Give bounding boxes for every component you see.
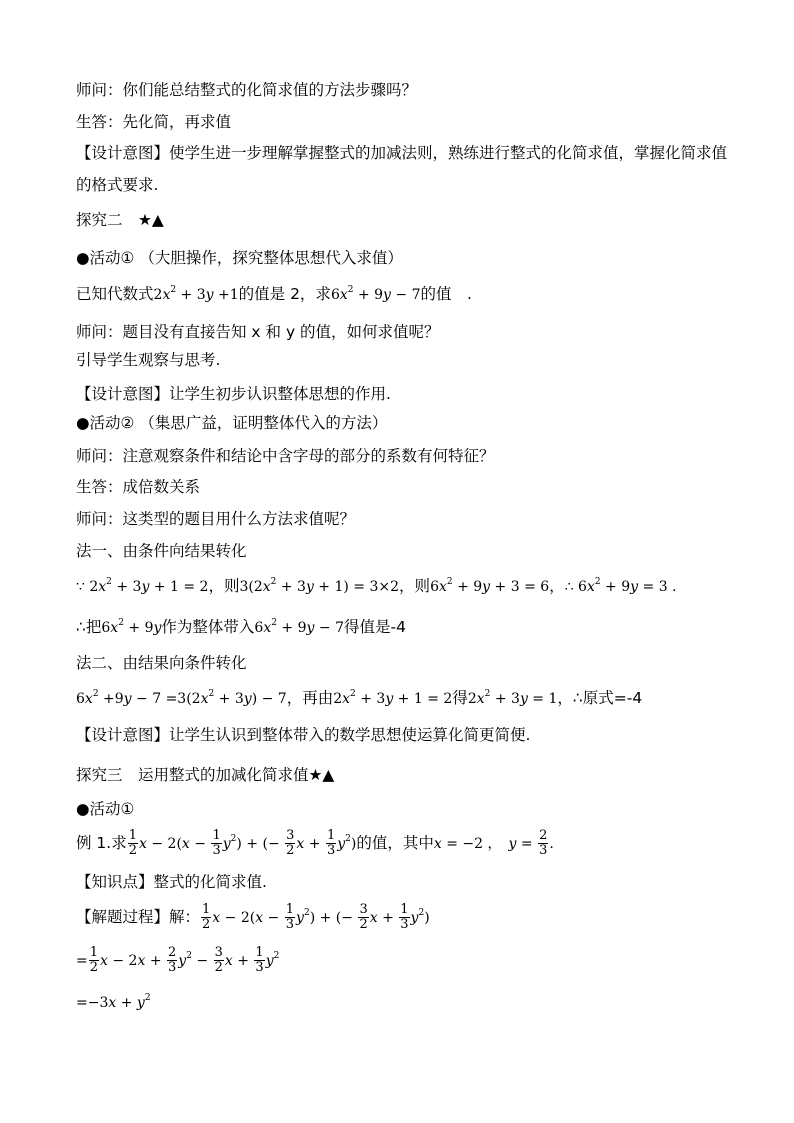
math-expression: = [76, 953, 88, 969]
text-segment: ，再由 [286, 689, 334, 707]
fraction: $\frac{1}{3}$ [255, 945, 264, 975]
fraction: $\frac{3}{2}$ [214, 945, 223, 975]
known-expression-line [76, 284, 472, 305]
math-expression: x = −2 ， y = [433, 836, 538, 852]
math-expression: $2x^2 + 3y = 1$ [467, 689, 558, 707]
math-expression: $6x^2 + 9y - 7$ [330, 285, 421, 303]
fraction: $\frac{1}{3}$ [212, 828, 221, 858]
math-expression: x + [224, 953, 254, 969]
section-explore-2: 探究二 ★▲ [76, 211, 164, 229]
fraction: $\frac{2}{3}$ [168, 945, 177, 975]
fraction: $\frac{3}{2}$ [286, 828, 295, 858]
design-intent-3: 【设计意图】让学生认识到整体带入的数学思想使运算化简更简便. [76, 726, 531, 744]
math-expression: $2x^2 + 3y +1$ [153, 285, 239, 303]
student-answer-1: 生答：先化简，再求值 [76, 113, 232, 131]
section-explore-3: 探究三 运用整式的加减化简求值★▲ [76, 766, 335, 784]
solution-step-3 [76, 992, 151, 1013]
text-segment: 得值是-4 [344, 618, 406, 636]
design-intent-1: 【设计意图】使学生进一步理解掌握整式的加减法则，熟练进行整式的化简求值，掌握化简求值的格式要求. [76, 144, 728, 194]
math-expression: $y^2$) + (− [222, 834, 285, 852]
example-1 [76, 826, 554, 860]
text-segment: 的值 . [420, 285, 472, 303]
math-expression: x − 2(x − [212, 910, 284, 926]
student-answer-2: 生答：成倍数关系 [76, 478, 201, 496]
math-expression: x + [296, 836, 325, 852]
math-expression: ∴ $6x^2 + 9y = 3$ . [564, 577, 677, 595]
text-segment: 得 [452, 689, 468, 707]
fraction: $\frac{2}{3}$ [539, 828, 548, 858]
math-expression: $y^2$ [265, 951, 280, 969]
math-expression: . [549, 836, 554, 852]
math-expression: $=-3x + y^2$ [76, 993, 151, 1011]
text-segment: 的值是 2，求 [238, 285, 331, 303]
activity-1-heading: ●活动① （大胆操作，探究整体思想代入求值） [76, 249, 403, 267]
math-expression: $6x^2 +9y - 7 =3(2x^2 + 3y) - 7$ [76, 689, 287, 707]
text-segment: ，则 [208, 577, 240, 595]
fraction: $\frac{1}{3}$ [400, 902, 409, 932]
text-segment: 作为整体带入 [161, 618, 255, 636]
fraction: $\frac{1}{2}$ [202, 902, 211, 932]
method-2-heading: 法二、由结果向条件转化 [76, 654, 247, 672]
activity-2-heading: ●活动② （集思广益，证明整体代入的方法） [76, 414, 388, 432]
math-expression: x − 2(x − [139, 836, 211, 852]
math-expression: $y^2$) [410, 908, 430, 926]
math-expression: $6x^2 + 9y - 7$ [254, 618, 344, 636]
teacher-question-3: 师问：注意观察条件和结论中含字母的部分的系数有何特征？ [76, 447, 495, 465]
math-expression: $2x^2 + 3y + 1 = 2$ [333, 689, 453, 707]
math-expression: x − 2x + [100, 953, 167, 969]
method-1-derivation [76, 576, 677, 597]
method-2-derivation [76, 688, 642, 709]
teacher-question-4: 师问：这类型的题目用什么方法求值呢？ [76, 510, 356, 528]
text-segment: 的值，其中 [356, 834, 434, 852]
text-segment: ，∴原式=-4 [557, 689, 643, 707]
knowledge-point: 【知识点】整式的化简求值. [76, 873, 267, 891]
teacher-question-1: 师问：你们能总结整式的化简求值的方法步骤吗？ [76, 81, 418, 99]
math-expression: ∵ $2x^2 + 3y + 1 = 2$ [76, 577, 209, 595]
method-1-heading: 法一、由条件向结果转化 [76, 542, 247, 560]
text-segment: ， [549, 577, 565, 595]
fraction: $\frac{1}{3}$ [285, 902, 295, 932]
solution-step-2 [76, 943, 279, 977]
math-expression: x + [369, 910, 399, 926]
fraction: $\frac{1}{2}$ [128, 828, 137, 858]
text-segment: ∴把 [76, 618, 102, 636]
fraction: $\frac{3}{2}$ [359, 902, 368, 932]
solution-step-1 [76, 900, 430, 934]
math-expression: $3(2x^2 + 3y + 1) = 3\times 2$ [239, 577, 400, 595]
text-segment: ，则 [399, 577, 431, 595]
activity-1-heading-2: ●活动① [76, 800, 135, 818]
method-1-conclusion [76, 617, 406, 638]
math-expression: $y^2$ − [178, 951, 213, 969]
teacher-question-2: 师问：题目没有直接告知 x 和 y 的值，如何求值呢？ [76, 323, 440, 341]
math-expression: $y^2$) + (− [296, 908, 358, 926]
math-expression: $6x^2 + 9y$ [101, 618, 162, 636]
text-segment: 已知代数式 [76, 285, 154, 303]
math-expression: $y^2$) [337, 834, 357, 852]
fraction: $\frac{1}{3}$ [326, 828, 336, 858]
text-segment: 【解题过程】解： [76, 908, 201, 926]
design-intent-2: 【设计意图】让学生初步认识整体思想的作用. [76, 385, 391, 403]
fraction: $\frac{1}{2}$ [89, 945, 99, 975]
text-segment: 例 1.求 [76, 834, 127, 852]
math-expression: $6x^2 + 9y + 3 = 6$ [430, 577, 550, 595]
guide-line: 引导学生观察与思考. [76, 351, 221, 369]
